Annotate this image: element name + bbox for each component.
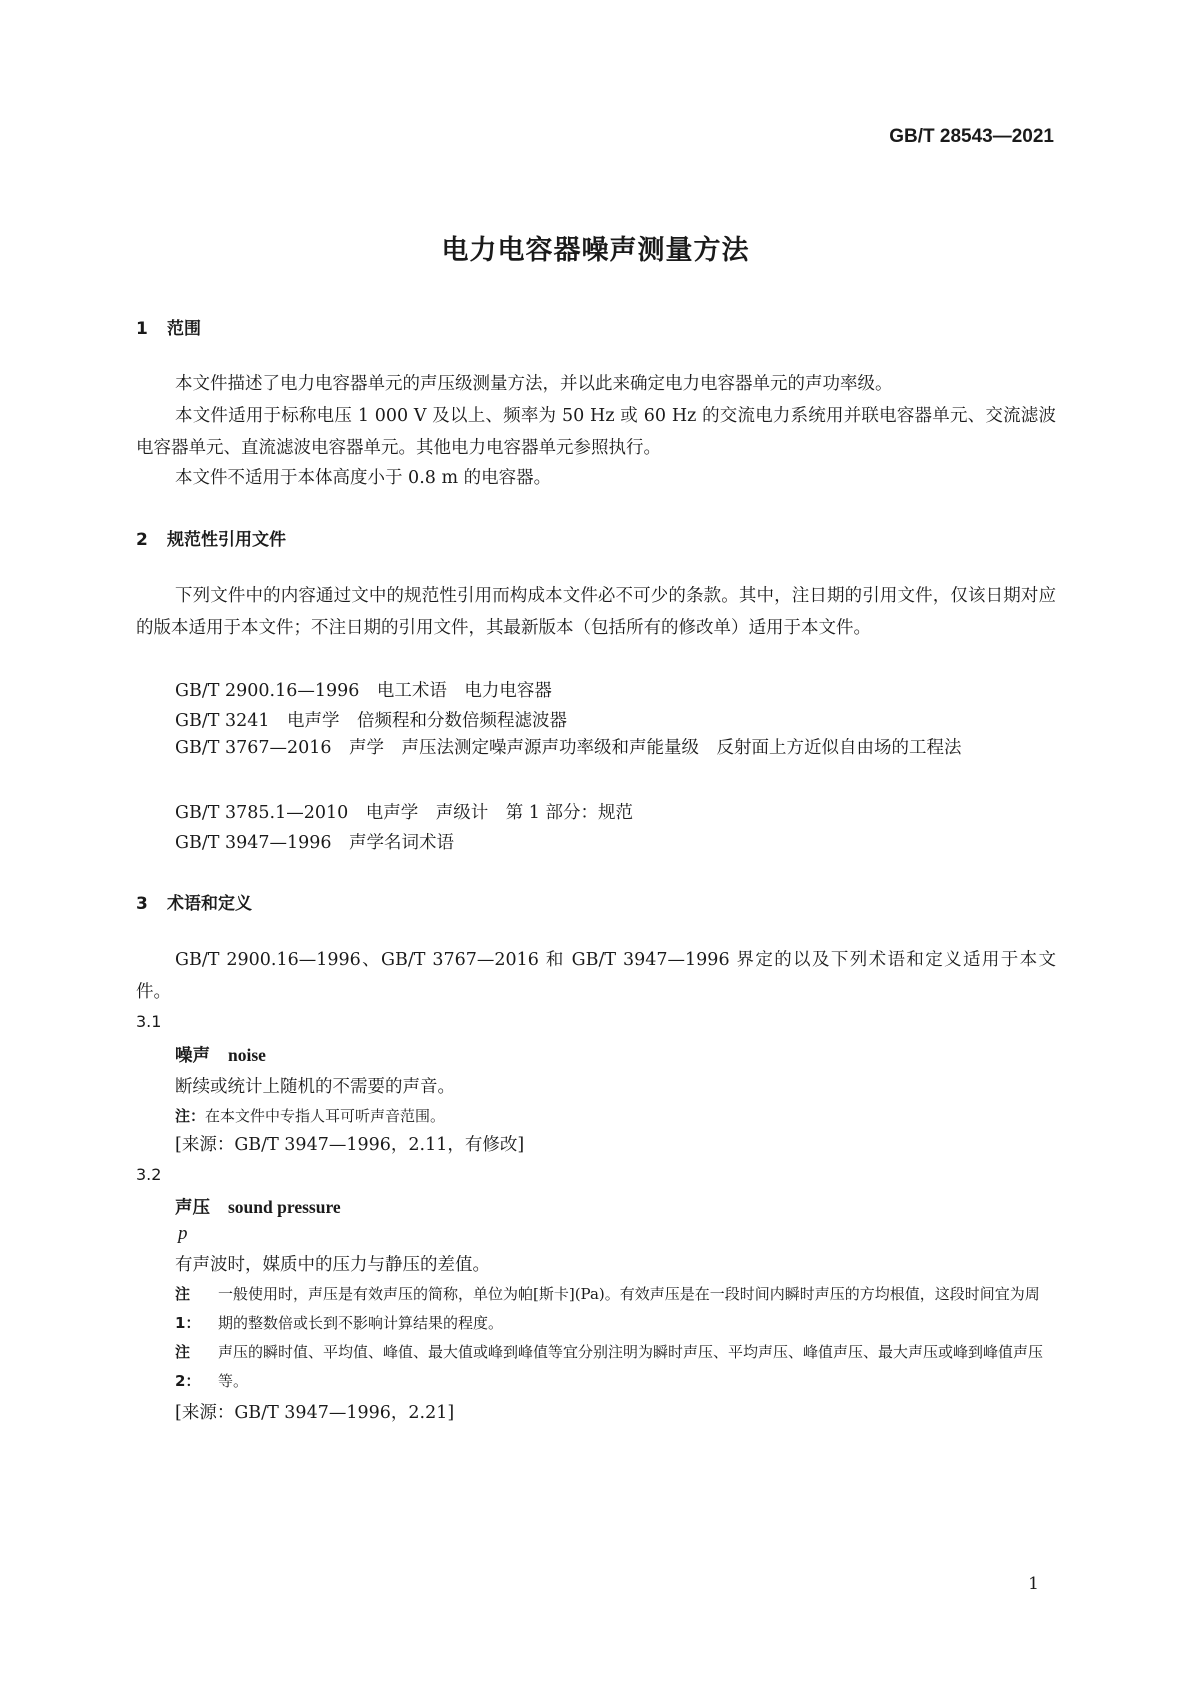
reference-item: GB/T 2900.16—1996 电工术语 电力电容器: [175, 681, 552, 701]
section-title: 规范性引用文件: [167, 530, 286, 550]
note-label: 注：: [175, 1107, 206, 1125]
section-number: 3: [136, 894, 148, 914]
section-title: 范围: [167, 319, 201, 339]
term-number: 3.1: [136, 1012, 162, 1031]
note-text: 一般使用时，声压是有效声压的简称，单位为帕[斯卡](Pa)。有效声压是在一段时间内瞬时声压的方均根值，这段时间宜为周期的整数倍或长到不影响计算结果的程度。: [218, 1285, 1040, 1332]
page-number: 1: [1028, 1574, 1039, 1594]
references-intro: 下列文件中的内容通过文中的规范性引用而构成本文件必不可少的条款。其中，注日期的引用文件，仅该日期对应的版本适用于本文件；不注日期的引用文件，其最新版本（包括所有的修改单）适用于本文件。: [136, 586, 1056, 638]
term-definition: 断续或统计上随机的不需要的声音。: [175, 1077, 455, 1097]
term-note-2: [175, 1338, 1055, 1396]
note-text: 在本文件中专指人耳可听声音范围。: [205, 1107, 446, 1125]
note-label: 注 1：: [175, 1285, 201, 1332]
term-number: 3.2: [136, 1165, 162, 1184]
section-number: 2: [136, 530, 148, 550]
section-3-heading: [136, 889, 252, 914]
term-symbol: p: [178, 1223, 188, 1244]
section-title: 术语和定义: [167, 894, 252, 914]
reference-item: GB/T 3241 电声学 倍频程和分数倍频程滤波器: [175, 711, 568, 731]
scope-paragraph-2: 本文件适用于标称电压 1 000 V 及以上、频率为 50 Hz 或 60 Hz 的交流电力系统用并联电容器单元、交流滤波电容器单元、直流滤波电容器单元。其他电力电容器单元参照执行。: [136, 406, 1056, 458]
standard-number: GB/T 28543—2021: [889, 126, 1054, 147]
note-text: 声压的瞬时值、平均值、峰值、最大值或峰到峰值等宜分别注明为瞬时声压、平均声压、峰值声压、最大声压或峰到峰值声压等。: [218, 1343, 1044, 1390]
reference-item: GB/T 3785.1—2010 电声学 声级计 第 1 部分：规范: [175, 803, 633, 823]
term-definition: 有声波时，媒质中的压力与静压的差值。: [175, 1255, 490, 1275]
term-heading: [175, 1194, 341, 1219]
scope-paragraph-1: 本文件描述了电力电容器单元的声压级测量方法，并以此来确定电力电容器单元的声功率级。: [175, 374, 893, 394]
section-number: 1: [136, 319, 148, 339]
section-1-heading: [136, 314, 201, 339]
term-heading: [175, 1042, 266, 1067]
term-note: [175, 1105, 445, 1126]
terms-intro: GB/T 2900.16—1996、GB/T 3767—2016 和 GB/T 3947—1996 界定的以及下列术语和定义适用于本文件。: [136, 950, 1056, 1002]
scope-paragraph-3: 本文件不适用于本体高度小于 0.8 m 的电容器。: [175, 468, 552, 488]
term-note-1: [175, 1280, 1055, 1338]
term-english: noise: [228, 1045, 266, 1065]
page-title: 电力电容器噪声测量方法: [441, 235, 750, 266]
term-chinese: 声压: [175, 1198, 210, 1218]
term-chinese: 噪声: [175, 1046, 210, 1066]
section-2-heading: [136, 525, 286, 550]
reference-item: GB/T 3767—2016 声学 声压法测定噪声源声功率级和声能量级 反射面上方近似自由场的工程法: [175, 738, 962, 758]
reference-item: GB/T 3947—1996 声学名词术语: [175, 833, 455, 853]
term-source: [来源：GB/T 3947—1996，2.21]: [175, 1403, 455, 1423]
term-source: [来源：GB/T 3947—1996，2.11，有修改]: [175, 1135, 525, 1155]
note-label: 注 2：: [175, 1343, 201, 1390]
term-english: sound pressure: [228, 1197, 341, 1217]
